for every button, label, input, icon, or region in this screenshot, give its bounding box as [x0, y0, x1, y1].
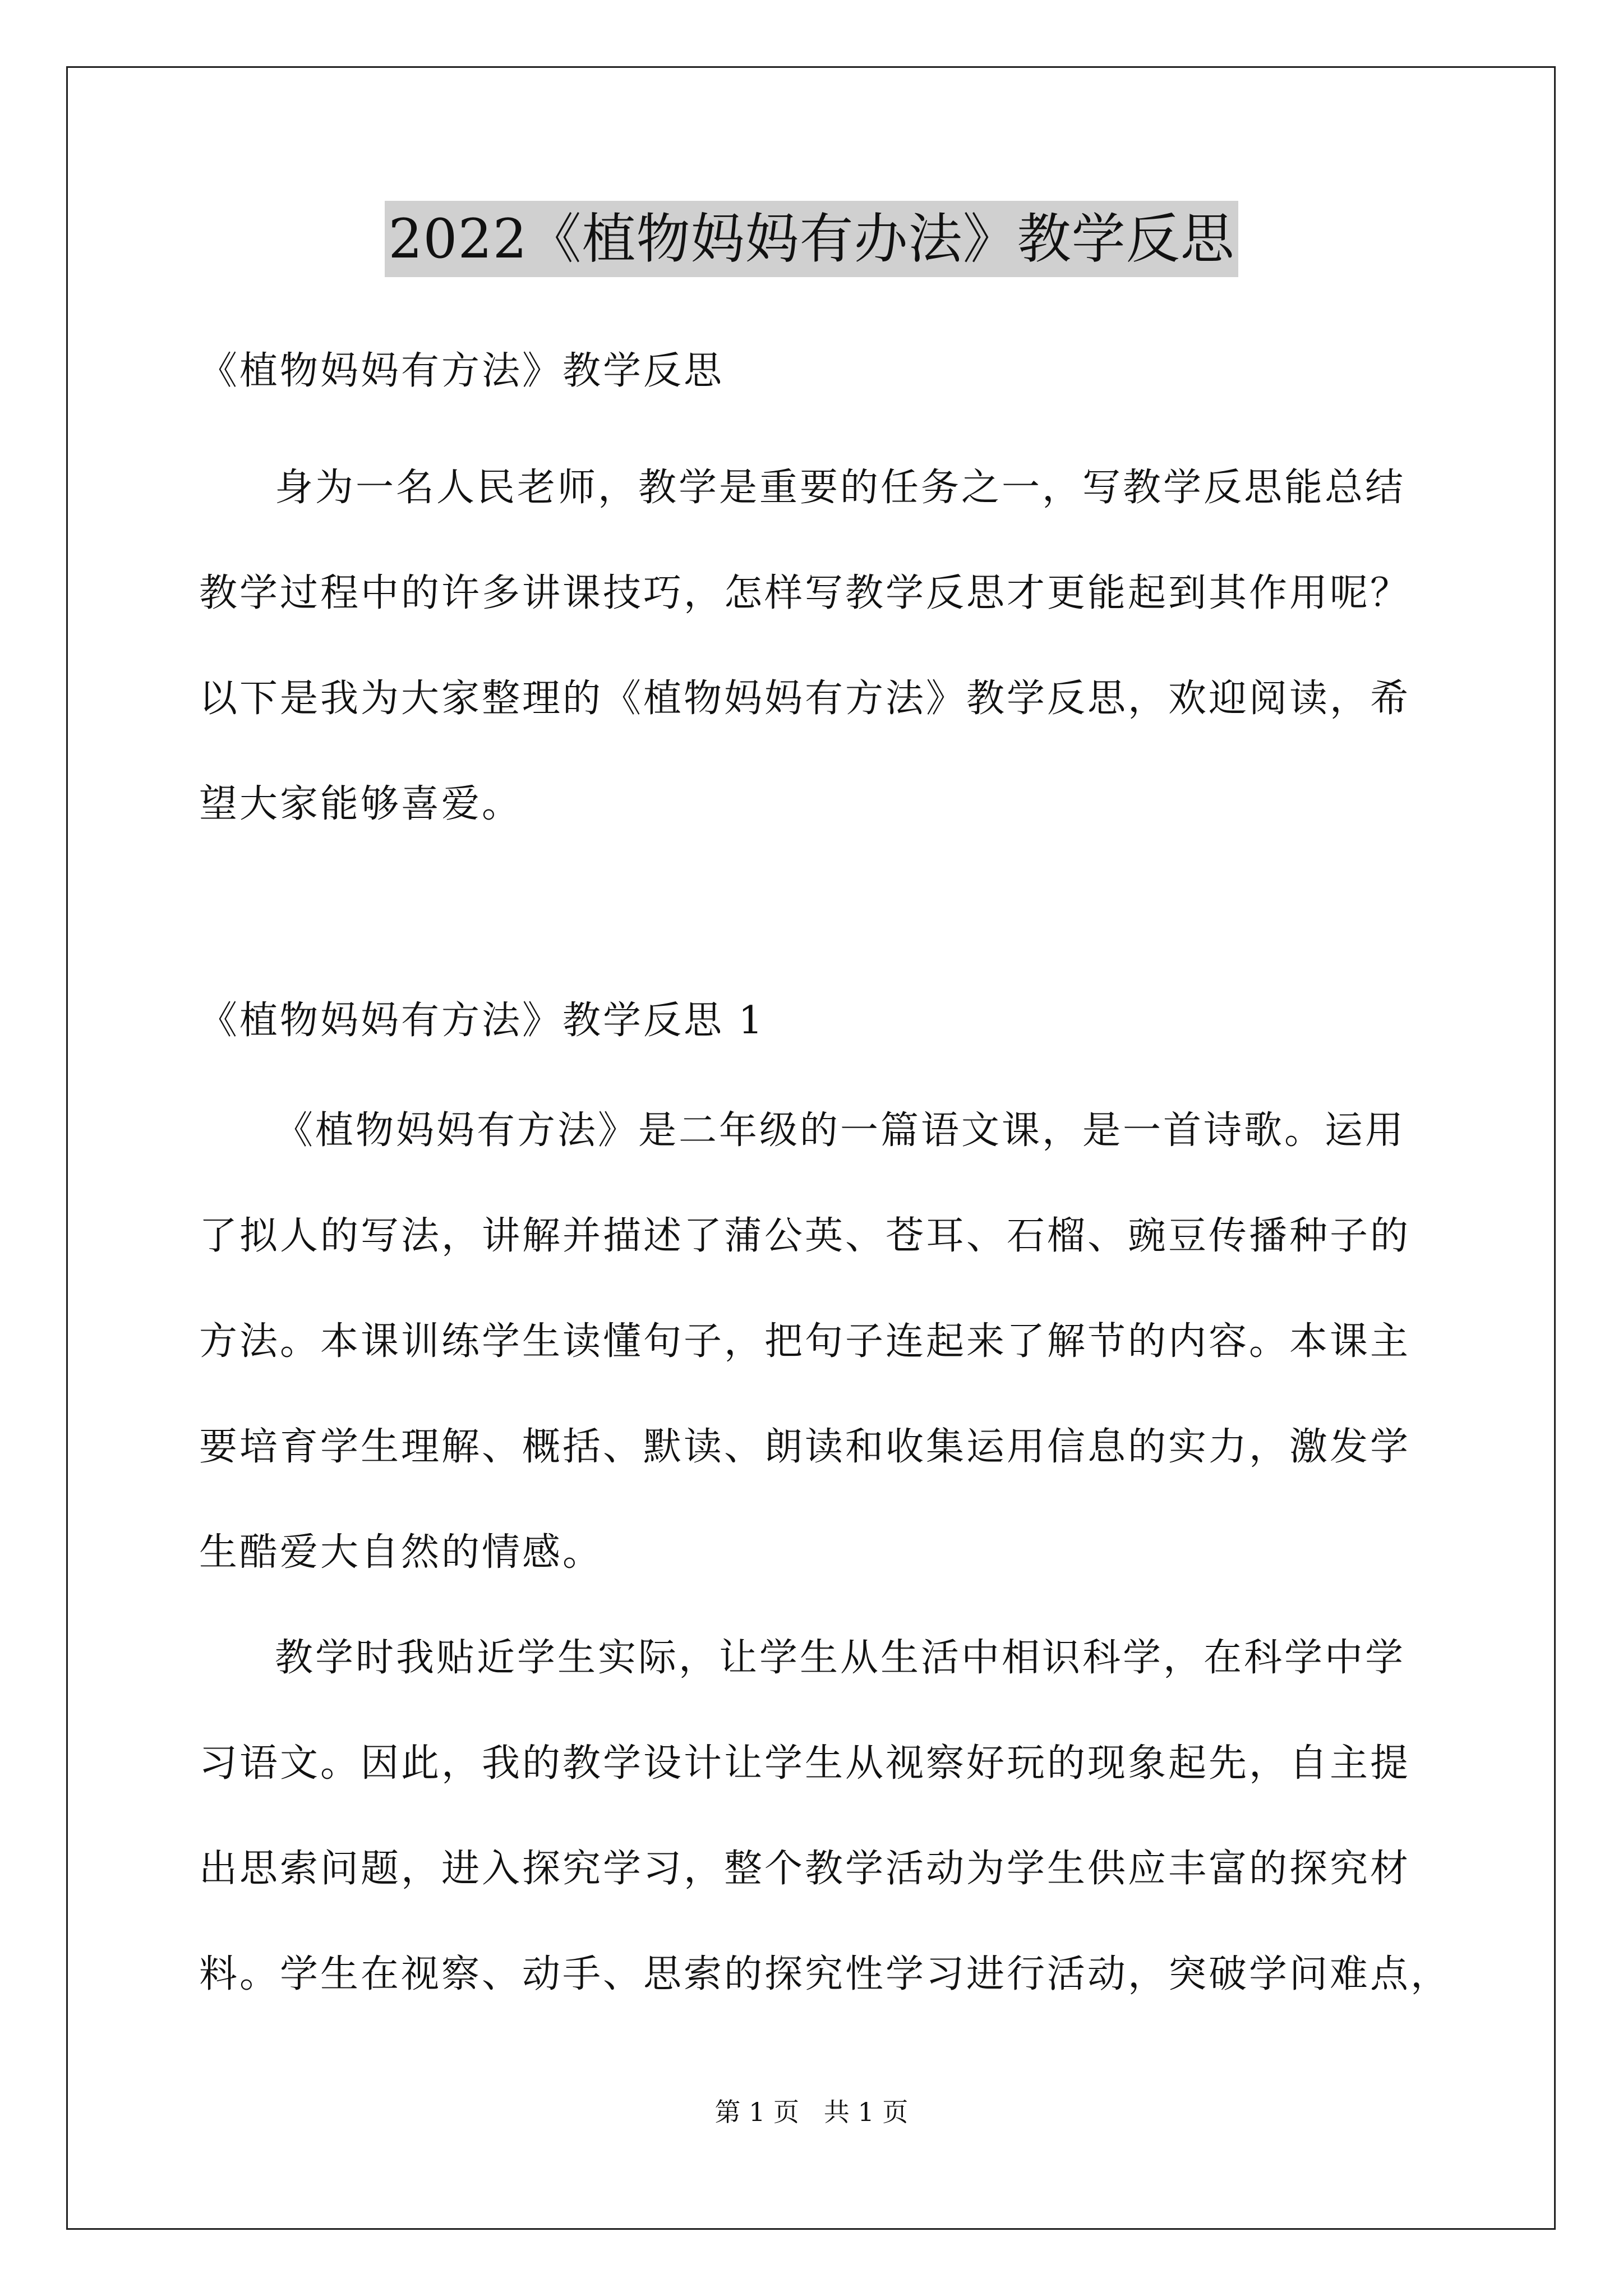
paragraph-line: 生酷爱大自然的情感。: [199, 1530, 603, 1575]
paragraph-line: 习语文。因此，我的教学设计让学生从视察好玩的现象起先，自主提: [199, 1741, 1411, 1786]
section-heading: 《植物妈妈有方法》教学反思 1: [199, 999, 765, 1043]
paragraph-line: 教学过程中的许多讲课技巧，怎样写教学反思才更能起到其作用呢？: [199, 571, 1411, 615]
paragraph-line: 要培育学生理解、概括、默读、朗读和收集运用信息的实力，激发学: [199, 1425, 1411, 1469]
page-number: 第 1 页 共 1 页: [714, 2097, 909, 2127]
paragraph-line: 以下是我为大家整理的《植物妈妈有方法》教学反思，欢迎阅读，希: [199, 677, 1411, 721]
paragraph-line: 了拟人的写法，讲解并描述了蒲公英、苍耳、石榴、豌豆传播种子的: [199, 1214, 1411, 1258]
paragraph-line: 方法。本课训练学生读懂句子，把句子连起来了解节的内容。本课主: [199, 1319, 1411, 1364]
paragraph-line: 教学时我贴近学生实际，让学生从生活中相识科学，在科学中学: [275, 1636, 1406, 1680]
paragraph-line: 《植物妈妈有方法》是二年级的一篇语文课，是一首诗歌。运用: [275, 1108, 1406, 1153]
paragraph-line: 料。学生在视察、动手、思索的探究性学习进行活动，突破学问难点，: [199, 1952, 1451, 1996]
paragraph-line: 出思索问题，进入探究学习，整个教学活动为学生供应丰富的探究材: [199, 1847, 1411, 1891]
paragraph-line: 身为一名人民老师，教学是重要的任务之一，写教学反思能总结: [275, 466, 1406, 510]
paragraph-line: 望大家能够喜爱。: [199, 782, 523, 826]
document-title: 2022《植物妈妈有办法》教学反思: [385, 201, 1238, 277]
section-heading: 《植物妈妈有方法》教学反思: [199, 349, 725, 393]
title-container: [0, 201, 1623, 277]
